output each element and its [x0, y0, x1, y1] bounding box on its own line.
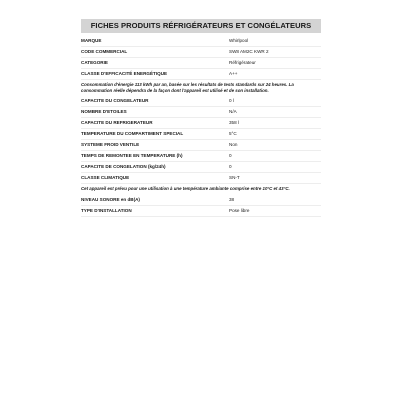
spec-value: 0: [229, 153, 232, 159]
spec-row-category: [81, 58, 321, 69]
spec-label: CATEGORIE: [81, 60, 108, 65]
spec-label: TYPE D'INSTALLATION: [81, 207, 132, 213]
spec-value: 0: [229, 164, 232, 170]
spec-value: SN-T: [229, 175, 240, 181]
spec-row-temperature-rise-time: [81, 151, 321, 162]
spec-value: Whirlpool: [229, 38, 249, 43]
spec-row-installation-type: [81, 206, 321, 217]
spec-value: Pose libre: [229, 207, 250, 213]
spec-row-ventilated-cooling: [81, 140, 321, 151]
spec-label: CAPACITE DU REFRIGERATEUR: [81, 120, 153, 126]
spec-value: SW8 AM2C KWR 2: [229, 49, 269, 54]
spec-label: TEMPS DE REMONTEE EN TEMPERATURE (h): [81, 153, 183, 159]
spec-label: NOMBRE D'ETOILES: [81, 109, 127, 115]
spec-row-fridge-capacity: [81, 118, 321, 129]
spec-label: CAPACITE DU CONGELATEUR: [81, 98, 149, 104]
spec-value: Non: [229, 142, 238, 148]
spec-row-noise-level: [81, 195, 321, 206]
spec-value: Réfrigérateur: [229, 60, 256, 65]
spec-value: 0 l: [229, 98, 234, 104]
spec-row-freezer-capacity: [81, 96, 321, 107]
spec-row-commercial-code: [81, 47, 321, 58]
spec-row-brand: [81, 36, 321, 47]
spec-row-star-count: [81, 107, 321, 118]
spec-value: 358 l: [229, 120, 239, 126]
spec-row-climate-class: [81, 173, 321, 184]
spec-label: CLASSE D'EFFICACITÉ ENERGÉTIQUE: [81, 71, 168, 76]
energy-consumption-note: Consommation d'énergie 113 kWh par an, basée sur les résultats de tests standards sur 24 heures. La consommation réelle dépendra de la façon dont l'appareil est utilisé et de son installation.: [81, 82, 294, 93]
spec-value: A++: [229, 71, 238, 76]
spec-label: MARQUE: [81, 38, 102, 43]
spec-value: 5°C: [229, 131, 237, 137]
spec-row-energy-class: [81, 69, 321, 80]
spec-label: CODE COMMERCIAL: [81, 49, 128, 54]
spec-row-freezing-capacity: [81, 162, 321, 173]
spec-table: [81, 36, 321, 217]
spec-label: NIVEAU SONORE en dB(A): [81, 196, 140, 202]
spec-value: N/A: [229, 109, 237, 115]
spec-label: SYSTEME FROID VENTILE: [81, 142, 140, 148]
ambient-temperature-note: Cet appareil est prévu pour une utilisation à une température ambiante comprise entre 10°C et 43°C.: [81, 186, 290, 192]
spec-row-special-compartment-temp: [81, 129, 321, 140]
spec-label: TEMPERATURE DU COMPARTIMENT SPECIAL: [81, 131, 184, 137]
spec-label: CAPACITE DE CONGELATION (kg/24h): [81, 164, 166, 170]
spec-value: 38: [229, 196, 235, 202]
spec-label: CLASSE CLIMATIQUE: [81, 175, 130, 181]
sheet-title: FICHES PRODUITS RÉFRIGÉRATEURS ET CONGÉLATEURS: [81, 19, 321, 33]
